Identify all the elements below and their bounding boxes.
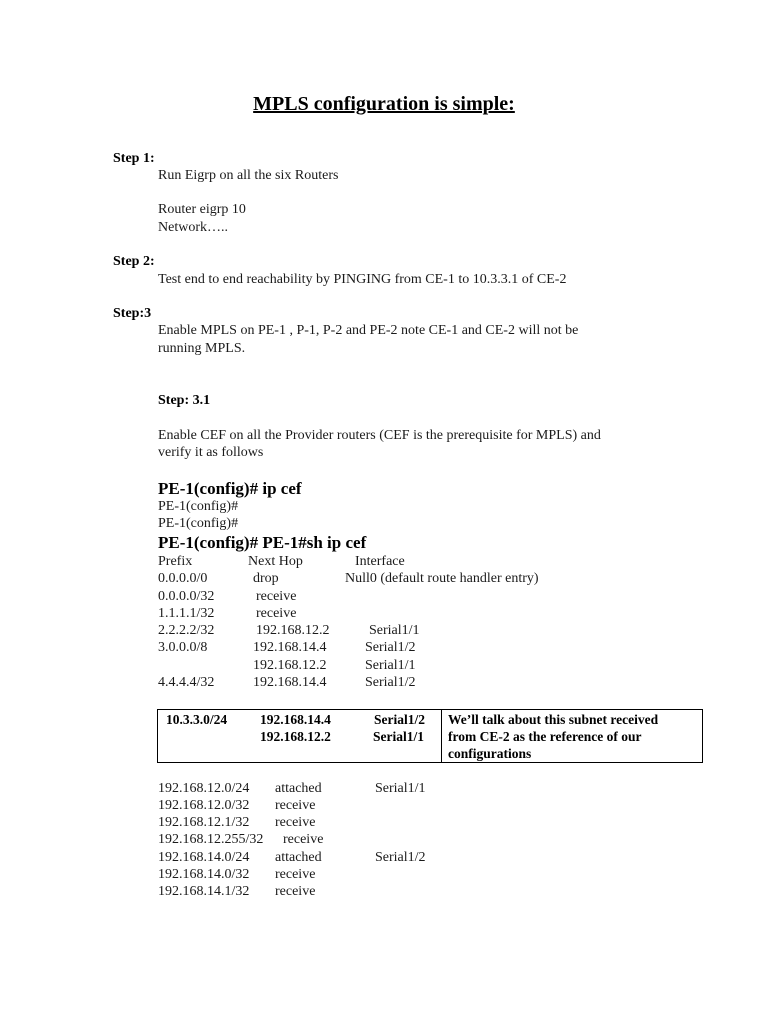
step1-line: Router eigrp 10 <box>158 202 246 217</box>
cef-row-interface: Serial1/1 <box>369 623 420 638</box>
cef-row-prefix: 192.168.12.0/24 <box>158 781 250 796</box>
highlight-prefix: 10.3.3.0/24 <box>166 712 228 727</box>
cef-row-prefix: 2.2.2.2/32 <box>158 623 215 638</box>
cef-row-interface: Serial1/2 <box>365 675 416 690</box>
cef-row-next-hop: receive <box>256 589 297 604</box>
cef-row-prefix: 192.168.14.0/32 <box>158 867 250 882</box>
step3-label: Step:3 <box>113 306 152 321</box>
cef-row-interface: Null0 (default route handler entry) <box>345 571 539 586</box>
highlight-note-line: configurations <box>448 746 532 761</box>
step2-label: Step 2: <box>113 254 155 269</box>
cef-row-prefix: 192.168.14.0/24 <box>158 850 250 865</box>
highlight-divider <box>441 710 442 762</box>
step3-line: running MPLS. <box>158 341 246 356</box>
step3-line: Enable MPLS on PE-1 , P-1, P-2 and PE-2 note CE-1 and CE-2 will not be <box>158 323 579 338</box>
cef-row-interface: Serial1/1 <box>375 781 426 796</box>
cef-row-next-hop: 192.168.12.2 <box>253 658 327 673</box>
cef-header-interface: Interface <box>355 554 405 569</box>
step31-line: Enable CEF on all the Provider routers (CEF is the prerequisite for MPLS) and <box>158 428 601 443</box>
cef-row-prefix: 192.168.14.1/32 <box>158 884 250 899</box>
cef-row-prefix: 192.168.12.1/32 <box>158 815 250 830</box>
cef-row-next-hop: 192.168.14.4 <box>253 675 327 690</box>
cef-row-next-hop: receive <box>283 832 324 847</box>
highlight-next-hop: 192.168.14.4 <box>260 712 331 727</box>
highlight-interface: Serial1/2 <box>374 712 425 727</box>
cef-row-next-hop: attached <box>275 781 322 796</box>
step1-line: Network….. <box>158 220 228 235</box>
cef-row-prefix: 192.168.12.255/32 <box>158 832 264 847</box>
cli-command: PE-1(config)# PE-1#sh ip cef <box>158 533 367 552</box>
step31-line: verify it as follows <box>158 445 264 460</box>
cli-prompt: PE-1(config)# <box>158 516 239 531</box>
step31-label: Step: 3.1 <box>158 393 211 408</box>
cef-row-prefix: 3.0.0.0/8 <box>158 640 208 655</box>
cef-row-next-hop: receive <box>275 867 316 882</box>
step1-label: Step 1: <box>113 151 155 166</box>
cef-row-next-hop: 192.168.12.2 <box>256 623 330 638</box>
highlight-note-line: We’ll talk about this subnet received <box>448 712 659 727</box>
highlight-note-line: from CE-2 as the reference of our <box>448 729 642 744</box>
cli-command: PE-1(config)# ip cef <box>158 479 302 498</box>
cef-row-interface: Serial1/1 <box>365 658 416 673</box>
highlight-next-hop: 192.168.12.2 <box>260 729 331 744</box>
page-title: MPLS configuration is simple: <box>253 93 515 115</box>
cef-row-interface: Serial1/2 <box>365 640 416 655</box>
cef-row-prefix: 192.168.12.0/32 <box>158 798 250 813</box>
cef-row-next-hop: 192.168.14.4 <box>253 640 327 655</box>
cef-row-prefix: 4.4.4.4/32 <box>158 675 215 690</box>
highlight-interface: Serial1/1 <box>373 729 424 744</box>
cef-row-interface: Serial1/2 <box>375 850 426 865</box>
cef-row-prefix: 1.1.1.1/32 <box>158 606 215 621</box>
cef-row-next-hop: receive <box>256 606 297 621</box>
cef-row-next-hop: receive <box>275 798 316 813</box>
cef-header-prefix: Prefix <box>158 554 193 569</box>
highlight-box <box>157 709 703 763</box>
cli-prompt: PE-1(config)# <box>158 499 239 514</box>
cef-row-prefix: 0.0.0.0/32 <box>158 589 215 604</box>
cef-row-next-hop: attached <box>275 850 322 865</box>
step2-line: Test end to end reachability by PINGING from CE-1 to 10.3.3.1 of CE-2 <box>158 272 567 287</box>
step1-line: Run Eigrp on all the six Routers <box>158 168 339 183</box>
cef-header-next-hop: Next Hop <box>248 554 303 569</box>
cef-row-next-hop: receive <box>275 815 316 830</box>
cef-row-prefix: 0.0.0.0/0 <box>158 571 208 586</box>
cef-row-next-hop: receive <box>275 884 316 899</box>
cef-row-next-hop: drop <box>253 571 279 586</box>
